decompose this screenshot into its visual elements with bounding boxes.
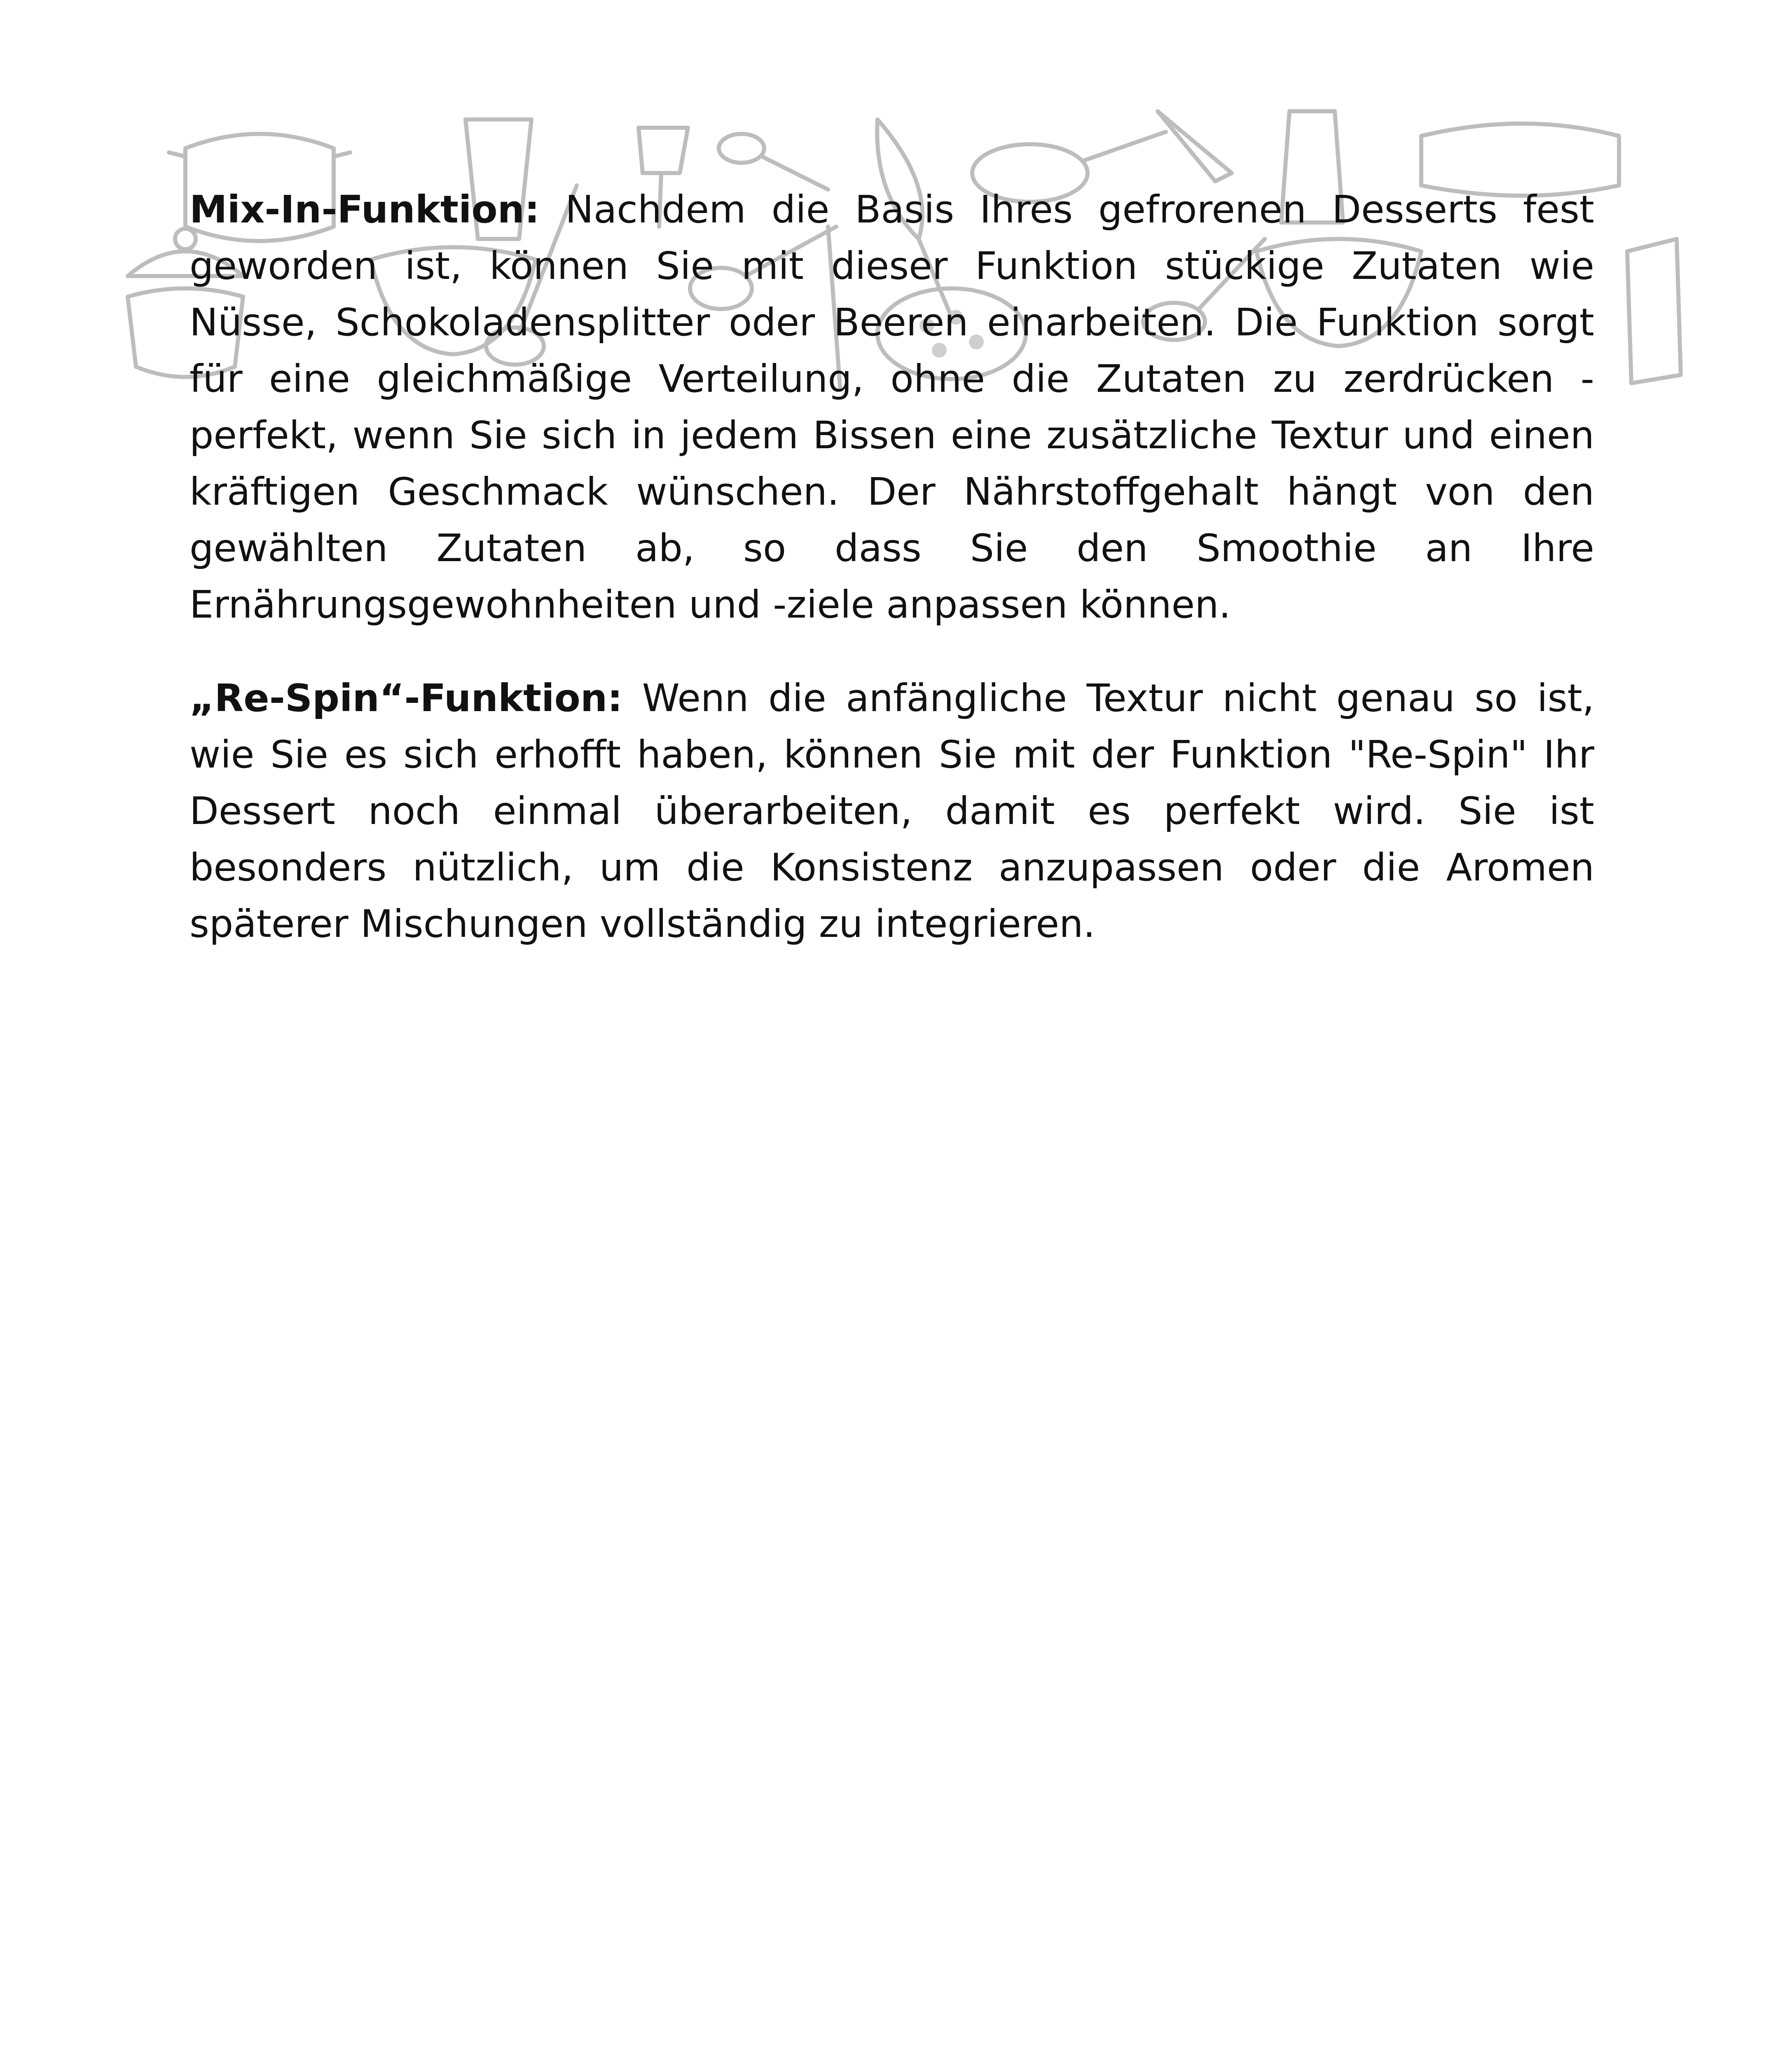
paragraph-lead: „Re-Spin“-Funktion:: [189, 676, 623, 720]
document-body: [189, 181, 1594, 952]
paragraph-text: Wenn die anfängliche Textur nicht genau so ist, wie Sie es sich erhofft haben, können Sie mit der Funktion "Re-Spin" Ihr Dessert noch einmal überarbeiten, damit es perfekt wird. Sie ist besonders nützlich, um die Konsistenz anzupassen oder die Aromen späterer Mischungen vollständig zu integrieren.: [189, 676, 1594, 946]
grater-icon: [1627, 239, 1681, 383]
paragraph-mix-in: [189, 181, 1594, 633]
paragraph-text: Nachdem die Basis Ihres gefrorenen Desserts fest geworden ist, können Sie mit dieser Funktion stückige Zutaten wie Nüsse, Schokoladensplitter oder Beeren einarbeiten. Die Funktion sorgt für eine gleichmäßige Verteilung, ohne die Zutaten zu zerdrücken - perfekt, wenn Sie sich in jedem Bissen eine zusätzliche Textur und einen kräftigen Geschmack wünschen. Der Nährstoffgehalt hängt von den gewählten Zutaten ab, so dass Sie den Smoothie an Ihre Ernährungsgewohnheiten und -ziele anpassen können.: [189, 187, 1594, 627]
paragraph-lead: Mix-In-Funktion:: [189, 187, 540, 232]
knife-icon: [1158, 111, 1232, 181]
paragraph-re-spin: [189, 670, 1594, 952]
